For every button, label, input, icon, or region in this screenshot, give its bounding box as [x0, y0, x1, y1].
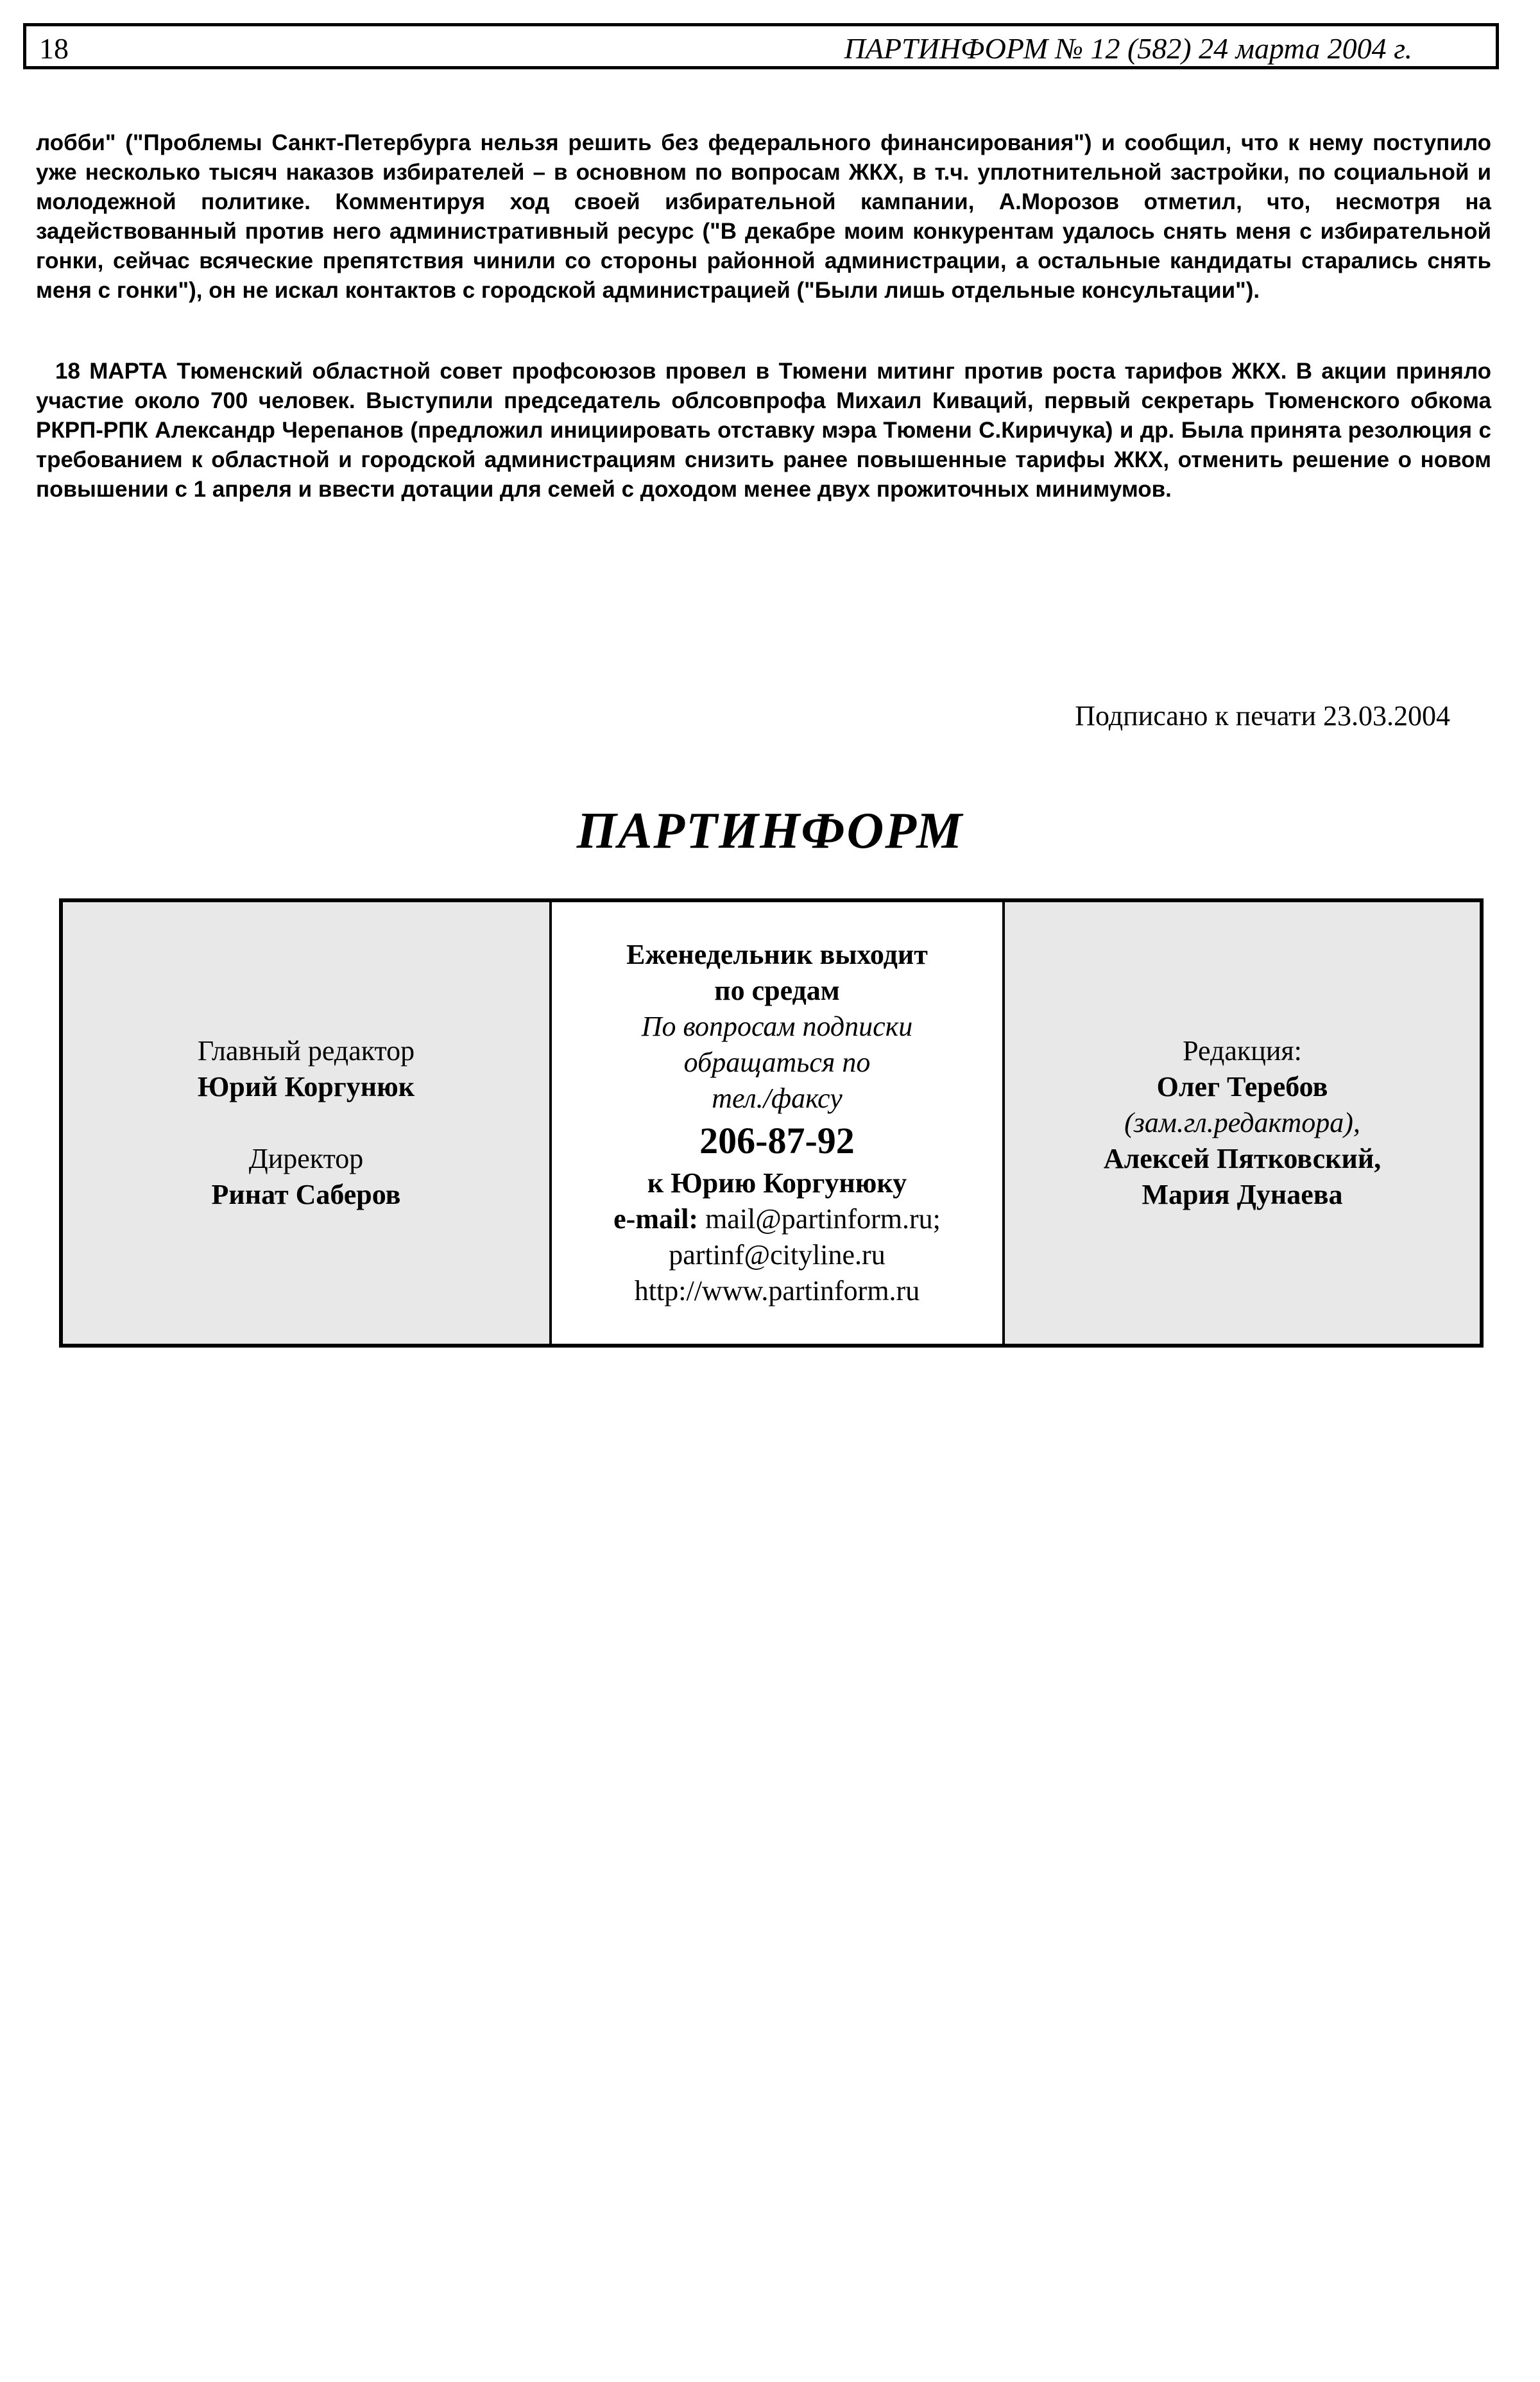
director-role: Директор: [248, 1143, 364, 1174]
website-link[interactable]: http://www.partinform.ru: [634, 1275, 920, 1307]
page-header: [23, 23, 1499, 69]
page-number: 18: [39, 32, 69, 65]
signed-for-print: Подписано к печати 23.03.2004: [1075, 700, 1450, 732]
phone-number: 206-87-92: [699, 1120, 855, 1161]
staff-member-1: Олег Теребов: [1156, 1071, 1328, 1102]
subscription-line-2: обращаться по: [683, 1047, 871, 1078]
imprint-column-editors: [63, 902, 552, 1344]
editor-role: Главный редактор: [197, 1035, 415, 1067]
editor-name: Юрий Коргунюк: [197, 1071, 415, 1102]
imprint-column-staff: [1005, 902, 1480, 1344]
contact-person: к Юрию Коргунюку: [647, 1167, 907, 1199]
subscription-line-1: По вопросам подписки: [641, 1011, 913, 1042]
staff-member-1-role: (зам.гл.редактора),: [1124, 1107, 1360, 1138]
staff-member-2: Алексей Пятковский,: [1103, 1143, 1382, 1174]
article-paragraph-2: 18 МАРТА Тюменский областной совет профсоюзов провел в Тюмени митинг против роста тарифов ЖКХ. В акции приняло участие около 700 человек. Выступили председатель облсовпрофа Михаил Киваций, первый секретарь Тюменского обкома РКРП-РПК Александр Черепанов (предложил инициировать отставку мэра Тюмени С.Киричука) и др. Была принята резолюция с требованием к областной и городской администрациям снизить ранее повышенные тарифы ЖКХ, отменить решение о новом повышении с 1 апреля и ввести дотации для семей с доходом менее двух прожиточных минимумов.: [36, 359, 1491, 502]
article-paragraph-1: лобби" ("Проблемы Санкт-Петербурга нельзя решить без федерального финансирования") и сообщил, что к нему поступило уже несколько тысяч наказов избирателей – в основном по вопросам ЖКХ, в т.ч. уплотнительной застройки, по социальной и молодежной политике. Комментируя ход своей избирательной кампании, А.Морозов отметил, что, несмотря на задействованный против него административный ресурс ("В декабре моим конкурентам удалось снять меня с избирательной гонки, сейчас всяческие препятствия чинили со стороны районной администрации, а остальные кандидаты старались снять меня с гонки"), он не искал контактов с городской администрацией ("Были лишь отдельные консультации").: [36, 130, 1491, 303]
office-label: Редакция:: [1183, 1035, 1302, 1067]
staff-member-3: Мария Дунаева: [1142, 1179, 1343, 1210]
weekly-line-2: по средам: [714, 975, 840, 1006]
weekly-line-1: Еженедельник выходит: [626, 939, 928, 970]
email-address-2[interactable]: partinf@cityline.ru: [669, 1239, 886, 1271]
email-line: [613, 1201, 941, 1237]
director-name: Ринат Саберов: [211, 1179, 401, 1210]
masthead-title: ПАРТИНФОРМ: [576, 803, 964, 859]
email-label: e-mail:: [613, 1203, 699, 1235]
imprint-column-contacts: [552, 902, 1005, 1344]
email-address-1[interactable]: mail@partinform.ru;: [705, 1203, 941, 1235]
subscription-line-3: тел./факсу: [712, 1083, 843, 1114]
issue-title: ПАРТИНФОРМ № 12 (582) 24 марта 2004 г.: [844, 32, 1412, 65]
imprint-table: [59, 898, 1484, 1348]
